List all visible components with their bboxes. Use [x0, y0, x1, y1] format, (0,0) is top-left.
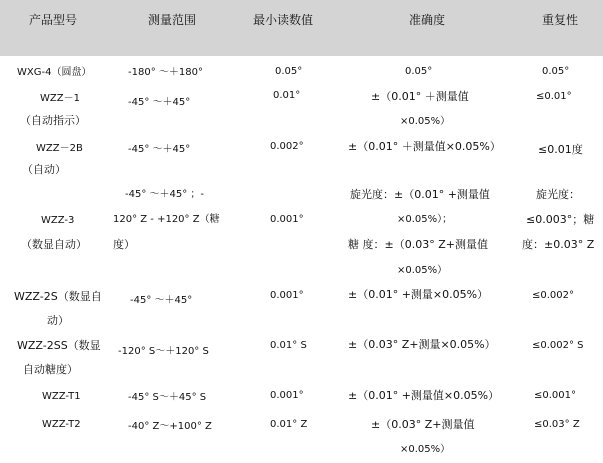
repeatability-cell: 旋光度： — [536, 188, 580, 201]
min-reading-cell: 0.01° Z — [270, 419, 308, 430]
accuracy-cell-cont: ×0.05%） — [400, 116, 451, 127]
table-header-row — [0, 0, 603, 56]
range-cell: -180° ～＋180° — [128, 67, 203, 78]
model-cell: WZZ-T2 — [42, 419, 81, 430]
range-cell: -45° ～＋45° — [128, 144, 191, 155]
accuracy-cell: ±（0.01° +测量×0.05%） — [348, 288, 489, 301]
min-reading-cell: 0.001° — [270, 290, 304, 301]
range-cell: -40° Z～+100° Z — [128, 421, 212, 432]
model-cell: WZZ－2B — [36, 143, 83, 154]
range-cell: -45° S～＋45° S — [128, 392, 207, 403]
header-range: 测量范围 — [148, 13, 197, 27]
header-min-reading: 最小读数值 — [253, 13, 314, 27]
accuracy-cell: ±（0.01° ＋测量值×0.05%） — [348, 140, 501, 153]
min-reading-cell: 0.01° — [273, 90, 301, 101]
model-cell: WZZ-2SS（数显 — [17, 339, 101, 352]
accuracy-cell: ±（0.01° +测量值×0.05%） — [348, 389, 500, 402]
min-reading-cell: 0.001° — [270, 390, 304, 401]
range-cell-cont: 度） — [113, 238, 135, 251]
repeatability-cell: 0.05° — [542, 66, 570, 77]
repeatability-cell-cont: 度：±0.03° Z — [522, 238, 595, 251]
model-cell: WZZ－1 — [40, 93, 80, 104]
range-cell-cont: 120° Z - +120° Z（糖 — [113, 214, 220, 225]
model-cell-note: 自动糖度） — [23, 363, 78, 376]
repeatability-cell-cont: ≤0.003°；糖 — [526, 213, 595, 226]
range-cell: -45° ～＋45° — [130, 295, 193, 306]
accuracy-cell: ±（0.01° ＋测量值 — [371, 90, 469, 103]
accuracy-cell-cont: ×0.05%） — [400, 444, 451, 455]
header-repeatability: 重复性 — [542, 13, 579, 27]
repeatability-cell: ≤0.002° — [532, 290, 575, 301]
min-reading-cell: 0.002° — [270, 141, 304, 152]
header-accuracy: 准确度 — [409, 13, 446, 27]
model-cell: WZZ-T1 — [42, 391, 81, 402]
min-reading-cell: 0.01° S — [270, 340, 307, 351]
model-cell: WZZ-2S（数显自 — [14, 290, 102, 303]
range-cell: -120° S～＋120° S — [118, 346, 209, 357]
accuracy-cell: 旋光度：±（0.01° +测量值 — [350, 188, 490, 201]
repeatability-cell: ≤0.01度 — [538, 143, 583, 156]
accuracy-cell-cont: 糖 度：±（0.03° Z+测量值 — [348, 238, 488, 251]
min-reading-cell: 0.05° — [275, 66, 303, 77]
repeatability-cell: ≤0.03° Z — [534, 419, 580, 430]
accuracy-cell: 0.05° — [405, 66, 433, 77]
model-cell: WXG-4（圆盘） — [17, 67, 92, 78]
repeatability-cell: ≤0.001° — [534, 390, 577, 401]
model-cell: WZZ-3 — [41, 215, 75, 226]
model-cell-note: （自动） — [22, 163, 66, 176]
range-cell: -45° ～＋45° — [128, 97, 191, 108]
range-cell: -45° ～＋45° ；- — [125, 189, 205, 200]
min-reading-cell: 0.001° — [270, 214, 304, 225]
accuracy-cell: ±（0.03° Z+测量值 — [371, 418, 475, 431]
repeatability-cell: ≤0.002° S — [532, 340, 584, 351]
model-cell-note: （数显自动） — [21, 238, 87, 251]
model-cell-note: 动） — [47, 314, 69, 327]
model-cell-note: （自动指示） — [20, 114, 86, 127]
repeatability-cell: ≤0.01° — [536, 91, 572, 102]
accuracy-cell-cont: ×0.05%） — [397, 265, 448, 276]
accuracy-cell-cont: ×0.05%）； — [397, 214, 453, 225]
accuracy-cell: ±（0.03° Z+测量×0.05%） — [348, 338, 496, 351]
header-model: 产品型号 — [29, 13, 78, 27]
